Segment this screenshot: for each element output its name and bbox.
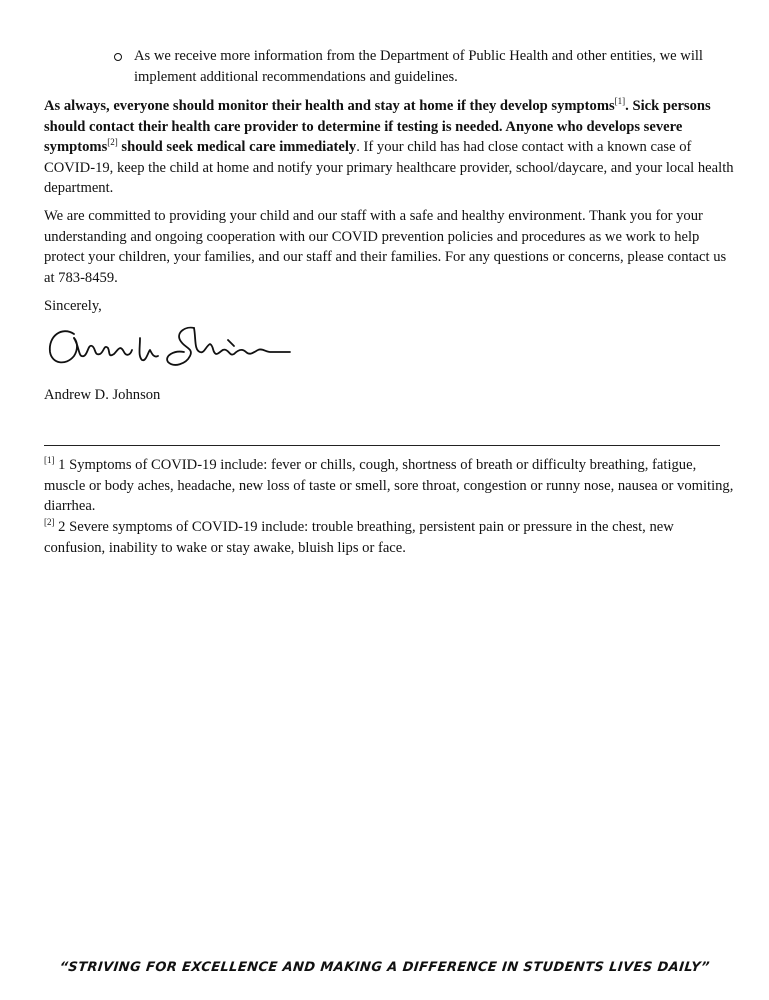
signer-name: Andrew D. Johnson [44,387,161,403]
paragraph1-bold-1: As always, everyone should monitor their health and stay at home if they develop symptoms [44,98,615,114]
footer-motto: “STRIVING FOR EXCELLENCE AND MAKING A DIFFERENCE IN STUDENTS LIVES DAILY” [58,960,711,975]
footnote-ref-1[interactable]: [1] [614,96,626,106]
bullet-item [114,46,734,87]
hollow-bullet-icon [114,53,122,61]
footnote-divider [44,445,720,446]
commitment-paragraph: We are committed to providing your child and our staff with a safe and healthy environment. Thank you for your understanding and ongoing cooperation with our COVID prevention policies and procedures as we work to help protect your children, your families, and our staff and their families. For any questions or concerns, please contact us at 783-8459. [44,208,727,286]
paragraph1-bold-2: . Sick persons should contact their health care provider to determine if testing is needed. Anyone who develops severe symptoms [44,98,711,155]
handwritten-signature [44,322,294,370]
footnote-1 [44,455,734,517]
paragraph1-normal: . If your child has had close contact with a known case of COVID-19, keep the child at home and notify your primary healthcare provider, school/daycare, and your local health department. [44,139,734,196]
bullet-text: As we receive more information from the Department of Public Health and other entities, we will implement additional recommendations and guidelines. [134,48,703,85]
salutation: Sincerely, [44,298,102,314]
paragraph1-bold-3: should seek medical care immediately [117,139,357,155]
footnote-1-text: 1 Symptoms of COVID-19 include: fever or chills, cough, shortness of breath or difficulty breathing, fatigue, muscle or body aches, headache, new loss of taste or smell, sore throat, congestion or runny nose, nausea or vomiting, diarrhea. [44,457,734,514]
footnote-1-marker[interactable]: [1] [44,455,55,465]
footnote-2-text: 2 Severe symptoms of COVID-19 include: trouble breathing, persistent pain or pressure in the chest, new confusion, inability to wake or stay awake, bluish lips or face. [44,519,674,556]
footnote-2-marker[interactable]: [2] [44,517,55,527]
footnote-ref-2[interactable]: [2] [107,137,118,147]
health-monitoring-paragraph [44,96,734,199]
footnote-2 [44,517,734,558]
